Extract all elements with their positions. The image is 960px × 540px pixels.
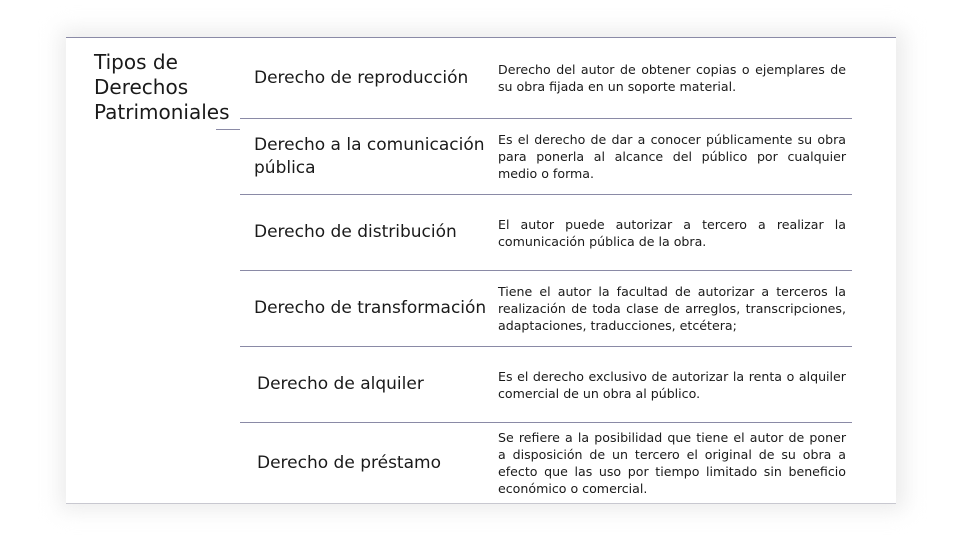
row-term: Derecho de préstamo [257,452,441,473]
row-term: Derecho de distribución [254,222,457,242]
row-term: Derecho de reproducción [254,67,469,88]
row-term: Derecho de alquiler [257,374,424,394]
title-connector-line [216,129,240,130]
table-row [240,195,852,271]
table-row [240,423,852,503]
row-term: Derecho a la comunicación pública [254,134,485,178]
row-description: Tiene el autor la facultad de autorizar a terceros la realización de toda clase de arreglos, transcripciones, adaptaciones, traducciones, etcétera; [498,284,846,333]
row-description: Es el derecho exclusivo de autorizar la renta o alquiler comercial de un obra al público. [498,368,846,401]
row-description: Se refiere a la posibilidad que tiene el autor de poner a disposición de un tercero el original de su obra a efecto que las uso por tiempo limitado sin beneficio económico o comercial. [498,430,846,496]
row-term: Derecho de transformación [254,298,487,318]
row-description: El autor puede autorizar a tercero a realizar la comunicación pública de la obra. [498,216,846,249]
row-description: Es el derecho de dar a conocer públicamente su obra para ponerla al alcance del público por cualquier medio o forma. [498,132,846,181]
row-description: Derecho del autor de obtener copias o ejemplares de su obra fijada en un soporte material. [498,62,846,94]
table-row [240,271,852,347]
table-row [240,119,852,195]
table-row [240,347,852,423]
slide [66,37,896,504]
table-row [240,38,852,119]
slide-title: Tipos de Derechos Patrimoniales [94,50,230,124]
